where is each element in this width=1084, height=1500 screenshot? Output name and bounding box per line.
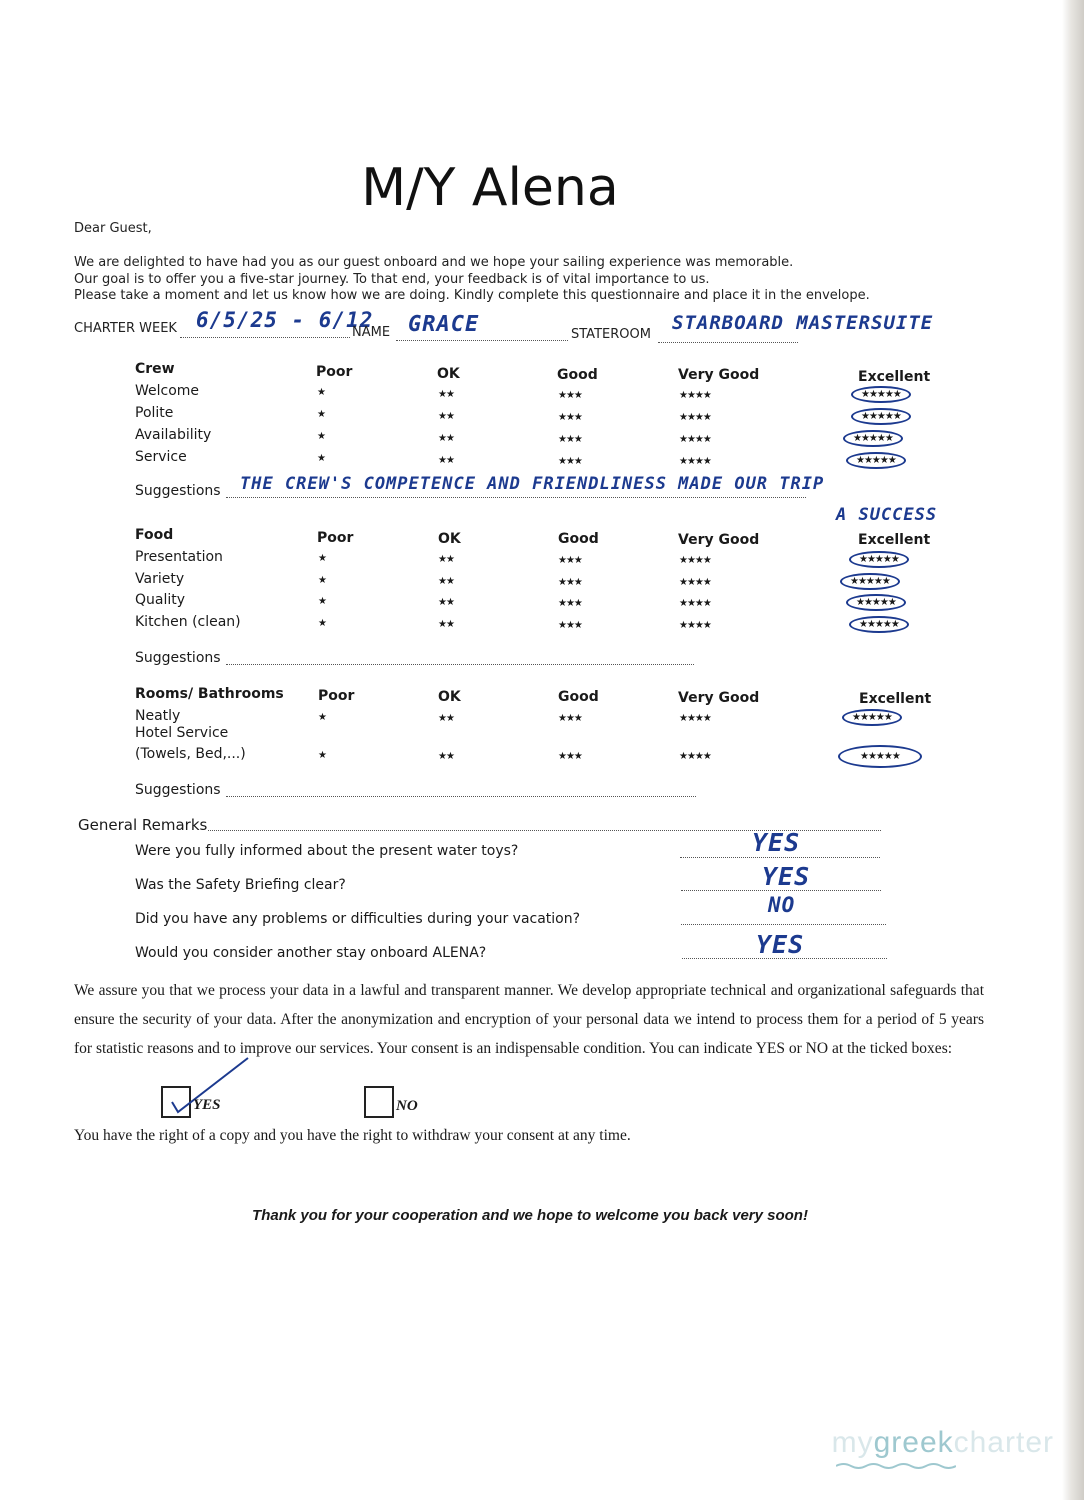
- intro-line-3: Please take a moment and let us know how we are doing. Kindly complete this questionnaire and place it in the envelope.: [74, 288, 870, 303]
- general-answer[interactable]: YES: [752, 828, 801, 857]
- star-good[interactable]: ★★★: [558, 713, 582, 724]
- star-excellent-circled[interactable]: ★★★★★: [851, 408, 911, 425]
- food-item-label: Kitchen (clean): [135, 614, 241, 630]
- star-very-good[interactable]: ★★★★: [679, 555, 711, 566]
- col-very-good: Very Good: [678, 690, 760, 706]
- food-item-label: Quality: [135, 592, 186, 608]
- star-ok[interactable]: ★★: [438, 713, 454, 724]
- star-very-good[interactable]: ★★★★: [679, 434, 711, 445]
- rooms-suggestions-line[interactable]: [226, 796, 696, 797]
- col-excellent: Excellent: [858, 369, 931, 385]
- crew-suggestions-label: Suggestions: [135, 483, 221, 499]
- star-poor[interactable]: ★: [317, 387, 325, 398]
- crew-item-label: Welcome: [135, 383, 200, 399]
- star-very-good[interactable]: ★★★★: [679, 713, 711, 724]
- general-answer[interactable]: NO: [768, 893, 796, 917]
- star-poor[interactable]: ★: [317, 431, 325, 442]
- star-ok[interactable]: ★★: [438, 455, 454, 466]
- crew-suggestion-text-1[interactable]: THE CREW'S COMPETENCE AND FRIENDLINESS MADE OUR TRIP: [240, 474, 825, 494]
- general-question: Were you fully informed about the present water toys?: [135, 843, 519, 859]
- answer-line: [681, 924, 886, 925]
- charter-week-value[interactable]: 6/5/25 - 6/12: [196, 308, 374, 332]
- star-poor[interactable]: ★: [318, 575, 326, 586]
- star-ok[interactable]: ★★: [438, 433, 454, 444]
- wave-icon: [836, 1462, 956, 1470]
- star-poor[interactable]: ★: [318, 712, 326, 723]
- star-good[interactable]: ★★★: [558, 434, 582, 445]
- star-ok[interactable]: ★★: [438, 597, 454, 608]
- food-item-label: Presentation: [135, 549, 223, 565]
- star-poor[interactable]: ★: [318, 553, 326, 564]
- consent-yes-label: YES: [193, 1097, 221, 1113]
- star-very-good[interactable]: ★★★★: [679, 751, 711, 762]
- col-good: Good: [558, 689, 599, 705]
- star-good[interactable]: ★★★: [558, 456, 582, 467]
- col-poor: Poor: [318, 688, 355, 704]
- rooms-suggestions-label: Suggestions: [135, 782, 221, 798]
- legal-paragraph: We assure you that we process your data in a lawful and transparent manner. We develop appropriate technical and organizational safeguards that ensure the security of your data. After the anonymization and encryption of your personal data we intend to process them for a period of 5 years for statistic reasons and to improve our services. Your consent is an indispensable condition. You can indicate YES or NO at the ticked boxes:: [74, 982, 984, 1057]
- intro-line-1: We are delighted to have had you as our guest onboard and we hope your sailing experience was memorable.: [74, 255, 794, 270]
- star-excellent-circled[interactable]: ★★★★★: [851, 386, 911, 403]
- watermark-part: greek: [873, 1426, 954, 1459]
- star-very-good[interactable]: ★★★★: [679, 620, 711, 631]
- watermark-part: my: [831, 1426, 874, 1459]
- star-poor[interactable]: ★: [318, 618, 326, 629]
- star-poor[interactable]: ★: [318, 596, 326, 607]
- intro-line-2: Our goal is to offer you a five-star journey. To that end, your feedback is of vital importance to us.: [74, 272, 710, 287]
- star-excellent-circled[interactable]: ★★★★★: [849, 616, 909, 633]
- star-ok[interactable]: ★★: [438, 389, 454, 400]
- crew-item-label: Availability: [135, 427, 212, 443]
- general-question: Did you have any problems or difficulties during your vacation?: [135, 911, 581, 927]
- crew-suggestions-line: [226, 497, 806, 498]
- col-ok: OK: [438, 531, 461, 547]
- name-line: [396, 340, 568, 341]
- food-suggestions-line[interactable]: [226, 664, 694, 665]
- star-excellent-circled[interactable]: ★★★★★: [843, 430, 903, 447]
- crew-item-label: Polite: [135, 405, 174, 421]
- watermark-logo: [832, 1426, 1054, 1460]
- charter-week-label: CHARTER WEEK: [74, 321, 177, 336]
- star-very-good[interactable]: ★★★★: [679, 577, 711, 588]
- rights-text: You have the right of a copy and you have the right to withdraw your consent at any time.: [74, 1127, 631, 1144]
- star-excellent-circled[interactable]: ★★★★★: [842, 709, 902, 726]
- star-excellent-circled[interactable]: ★★★★★: [846, 594, 906, 611]
- stateroom-line: [658, 342, 798, 343]
- answer-line: [680, 857, 880, 858]
- col-ok: OK: [438, 689, 461, 705]
- crew-item-label: Service: [135, 449, 187, 465]
- star-poor[interactable]: ★: [317, 453, 325, 464]
- star-excellent-circled[interactable]: ★★★★★: [849, 551, 909, 568]
- consent-no-label: NO: [396, 1098, 418, 1114]
- star-very-good[interactable]: ★★★★: [679, 456, 711, 467]
- general-remarks-heading: General Remarks: [78, 816, 208, 834]
- crew-suggestion-text-2[interactable]: A SUCCESS: [836, 505, 938, 525]
- col-very-good: Very Good: [678, 367, 760, 383]
- star-good[interactable]: ★★★: [558, 412, 582, 423]
- name-value[interactable]: GRACE: [408, 312, 480, 337]
- col-excellent: Excellent: [858, 532, 931, 548]
- star-good[interactable]: ★★★: [558, 577, 582, 588]
- rooms-heading: Rooms/ Bathrooms: [135, 686, 284, 702]
- star-excellent-circled[interactable]: ★★★★★: [838, 745, 922, 768]
- page-title: M/Y Alena: [361, 158, 619, 218]
- col-excellent: Excellent: [859, 691, 932, 707]
- col-very-good: Very Good: [678, 532, 760, 548]
- rooms-item-label: Hotel Service: [135, 725, 229, 741]
- thank-you-text: Thank you for your cooperation and we hope to welcome you back very soon!: [252, 1207, 808, 1224]
- star-ok[interactable]: ★★: [438, 554, 454, 565]
- general-question: Was the Safety Briefing clear?: [135, 877, 346, 893]
- stateroom-label: STATEROOM: [571, 327, 651, 342]
- star-ok[interactable]: ★★: [438, 576, 454, 587]
- star-ok[interactable]: ★★: [438, 751, 454, 762]
- col-poor: Poor: [316, 364, 353, 380]
- food-suggestions-label: Suggestions: [135, 650, 221, 666]
- star-good[interactable]: ★★★: [558, 751, 582, 762]
- general-answer[interactable]: YES: [756, 930, 805, 959]
- greeting: Dear Guest,: [74, 221, 152, 236]
- general-answer[interactable]: YES: [762, 862, 811, 891]
- star-poor[interactable]: ★: [317, 409, 325, 420]
- star-ok[interactable]: ★★: [438, 411, 454, 422]
- consent-no-checkbox[interactable]: [364, 1086, 394, 1118]
- star-very-good[interactable]: ★★★★: [679, 598, 711, 609]
- star-excellent-circled[interactable]: ★★★★★: [846, 452, 906, 469]
- charter-week-line: [180, 337, 350, 338]
- star-very-good[interactable]: ★★★★: [679, 390, 711, 401]
- crew-heading: Crew: [135, 361, 175, 377]
- star-good[interactable]: ★★★: [558, 390, 582, 401]
- watermark-part: charter: [953, 1426, 1054, 1459]
- star-excellent-circled[interactable]: ★★★★★: [840, 573, 900, 590]
- stateroom-value[interactable]: STARBOARD MASTERSUITE: [672, 312, 934, 334]
- col-good: Good: [558, 531, 599, 547]
- col-ok: OK: [437, 366, 460, 382]
- rooms-item-label: Neatly: [135, 708, 181, 724]
- paper-edge: [1062, 0, 1084, 1500]
- general-question: Would you consider another stay onboard ALENA?: [135, 945, 487, 961]
- col-poor: Poor: [317, 530, 354, 546]
- star-ok[interactable]: ★★: [438, 619, 454, 630]
- col-good: Good: [557, 367, 598, 383]
- star-poor[interactable]: ★: [318, 750, 326, 761]
- star-good[interactable]: ★★★: [558, 555, 582, 566]
- name-label: NAME: [352, 325, 391, 340]
- star-very-good[interactable]: ★★★★: [679, 412, 711, 423]
- food-heading: Food: [135, 527, 174, 543]
- star-good[interactable]: ★★★: [558, 620, 582, 631]
- rooms-item-label: (Towels, Bed,...): [135, 746, 246, 762]
- food-item-label: Variety: [135, 571, 185, 587]
- star-good[interactable]: ★★★: [558, 598, 582, 609]
